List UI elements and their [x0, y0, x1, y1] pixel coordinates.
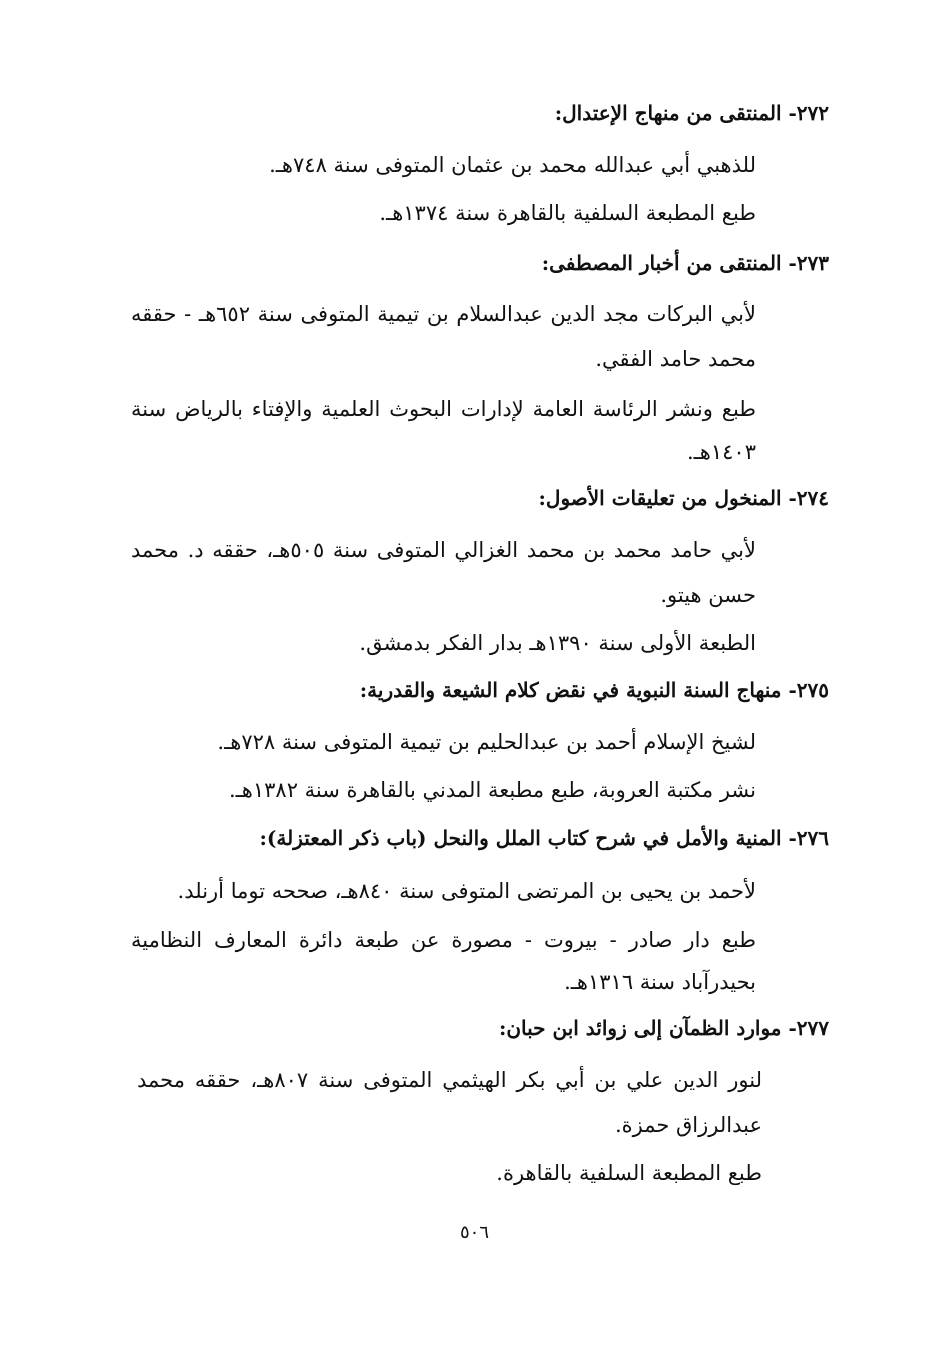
- entry-text-line: نشر مكتبة العروبة، طبع مطبعة المدني بالقاهرة سنة ١٣٨٢هـ.: [228, 778, 756, 802]
- entry-text-line: الطبعة الأولى سنة ١٣٩٠هـ بدار الفكر بدمشق.: [359, 631, 756, 655]
- entry-heading: ٢٧٣- المنتقى من أخبار المصطفى:: [541, 251, 829, 275]
- entry-text-line: طبع المطبعة السلفية بالقاهرة سنة ١٣٧٤هـ.: [379, 201, 756, 225]
- entry-text-line: طبع دار صادر - بيروت - مصورة عن طبعة دائرة المعارف النظامية: [131, 928, 756, 952]
- entry-heading: ٢٧٢- المنتقى من منهاج الإعتدال:: [554, 101, 829, 125]
- entry-text-line: حسن هيتو.: [660, 583, 756, 607]
- entry-text-line: لشيخ الإسلام أحمد بن عبدالحليم بن تيمية المتوفى سنة ٧٢٨هـ.: [217, 730, 756, 754]
- entry-text-line: ١٤٠٣هـ.: [686, 440, 756, 464]
- entry-heading: ٢٧٦- المنية والأمل في شرح كتاب الملل والنحل (باب ذكر المعتزلة):: [259, 826, 829, 850]
- entry-text-line: طبع ونشر الرئاسة العامة لإدارات البحوث العلمية والإفتاء بالرياض سنة: [131, 397, 756, 421]
- entry-heading: ٢٧٧- موارد الظمآن إلى زوائد ابن حبان:: [498, 1016, 829, 1040]
- entry-text-line: عبدالرزاق حمزة.: [614, 1113, 762, 1137]
- entry-heading: ٢٧٥- منهاج السنة النبوية في نقض كلام الشيعة والقدرية:: [359, 678, 829, 702]
- entry-text-line: للذهبي أبي عبدالله محمد بن عثمان المتوفى سنة ٧٤٨هـ.: [269, 153, 756, 177]
- entry-text-line: طبع المطبعة السلفية بالقاهرة.: [496, 1161, 762, 1185]
- page-number: ٥٠٦: [459, 1222, 489, 1243]
- entry-heading: ٢٧٤- المنخول من تعليقات الأصول:: [538, 486, 829, 510]
- entry-text-line: لأبي البركات مجد الدين عبدالسلام بن تيمية المتوفى سنة ٦٥٢هـ - حققه: [131, 302, 756, 326]
- entry-text-line: لأبي حامد محمد بن محمد الغزالي المتوفى سنة ٥٠٥هـ، حققه د. محمد: [131, 538, 757, 562]
- entry-text-line: لنور الدين علي بن أبي بكر الهيثمي المتوفى سنة ٨٠٧هـ، حققه محمد: [137, 1068, 762, 1092]
- entry-text-line: لأحمد بن يحيى بن المرتضى المتوفى سنة ٨٤٠هـ، صححه توما أرنلد.: [177, 879, 756, 903]
- entry-text-line: محمد حامد الفقي.: [595, 347, 756, 371]
- entry-text-line: بحيدرآباد سنة ١٣١٦هـ.: [564, 970, 756, 994]
